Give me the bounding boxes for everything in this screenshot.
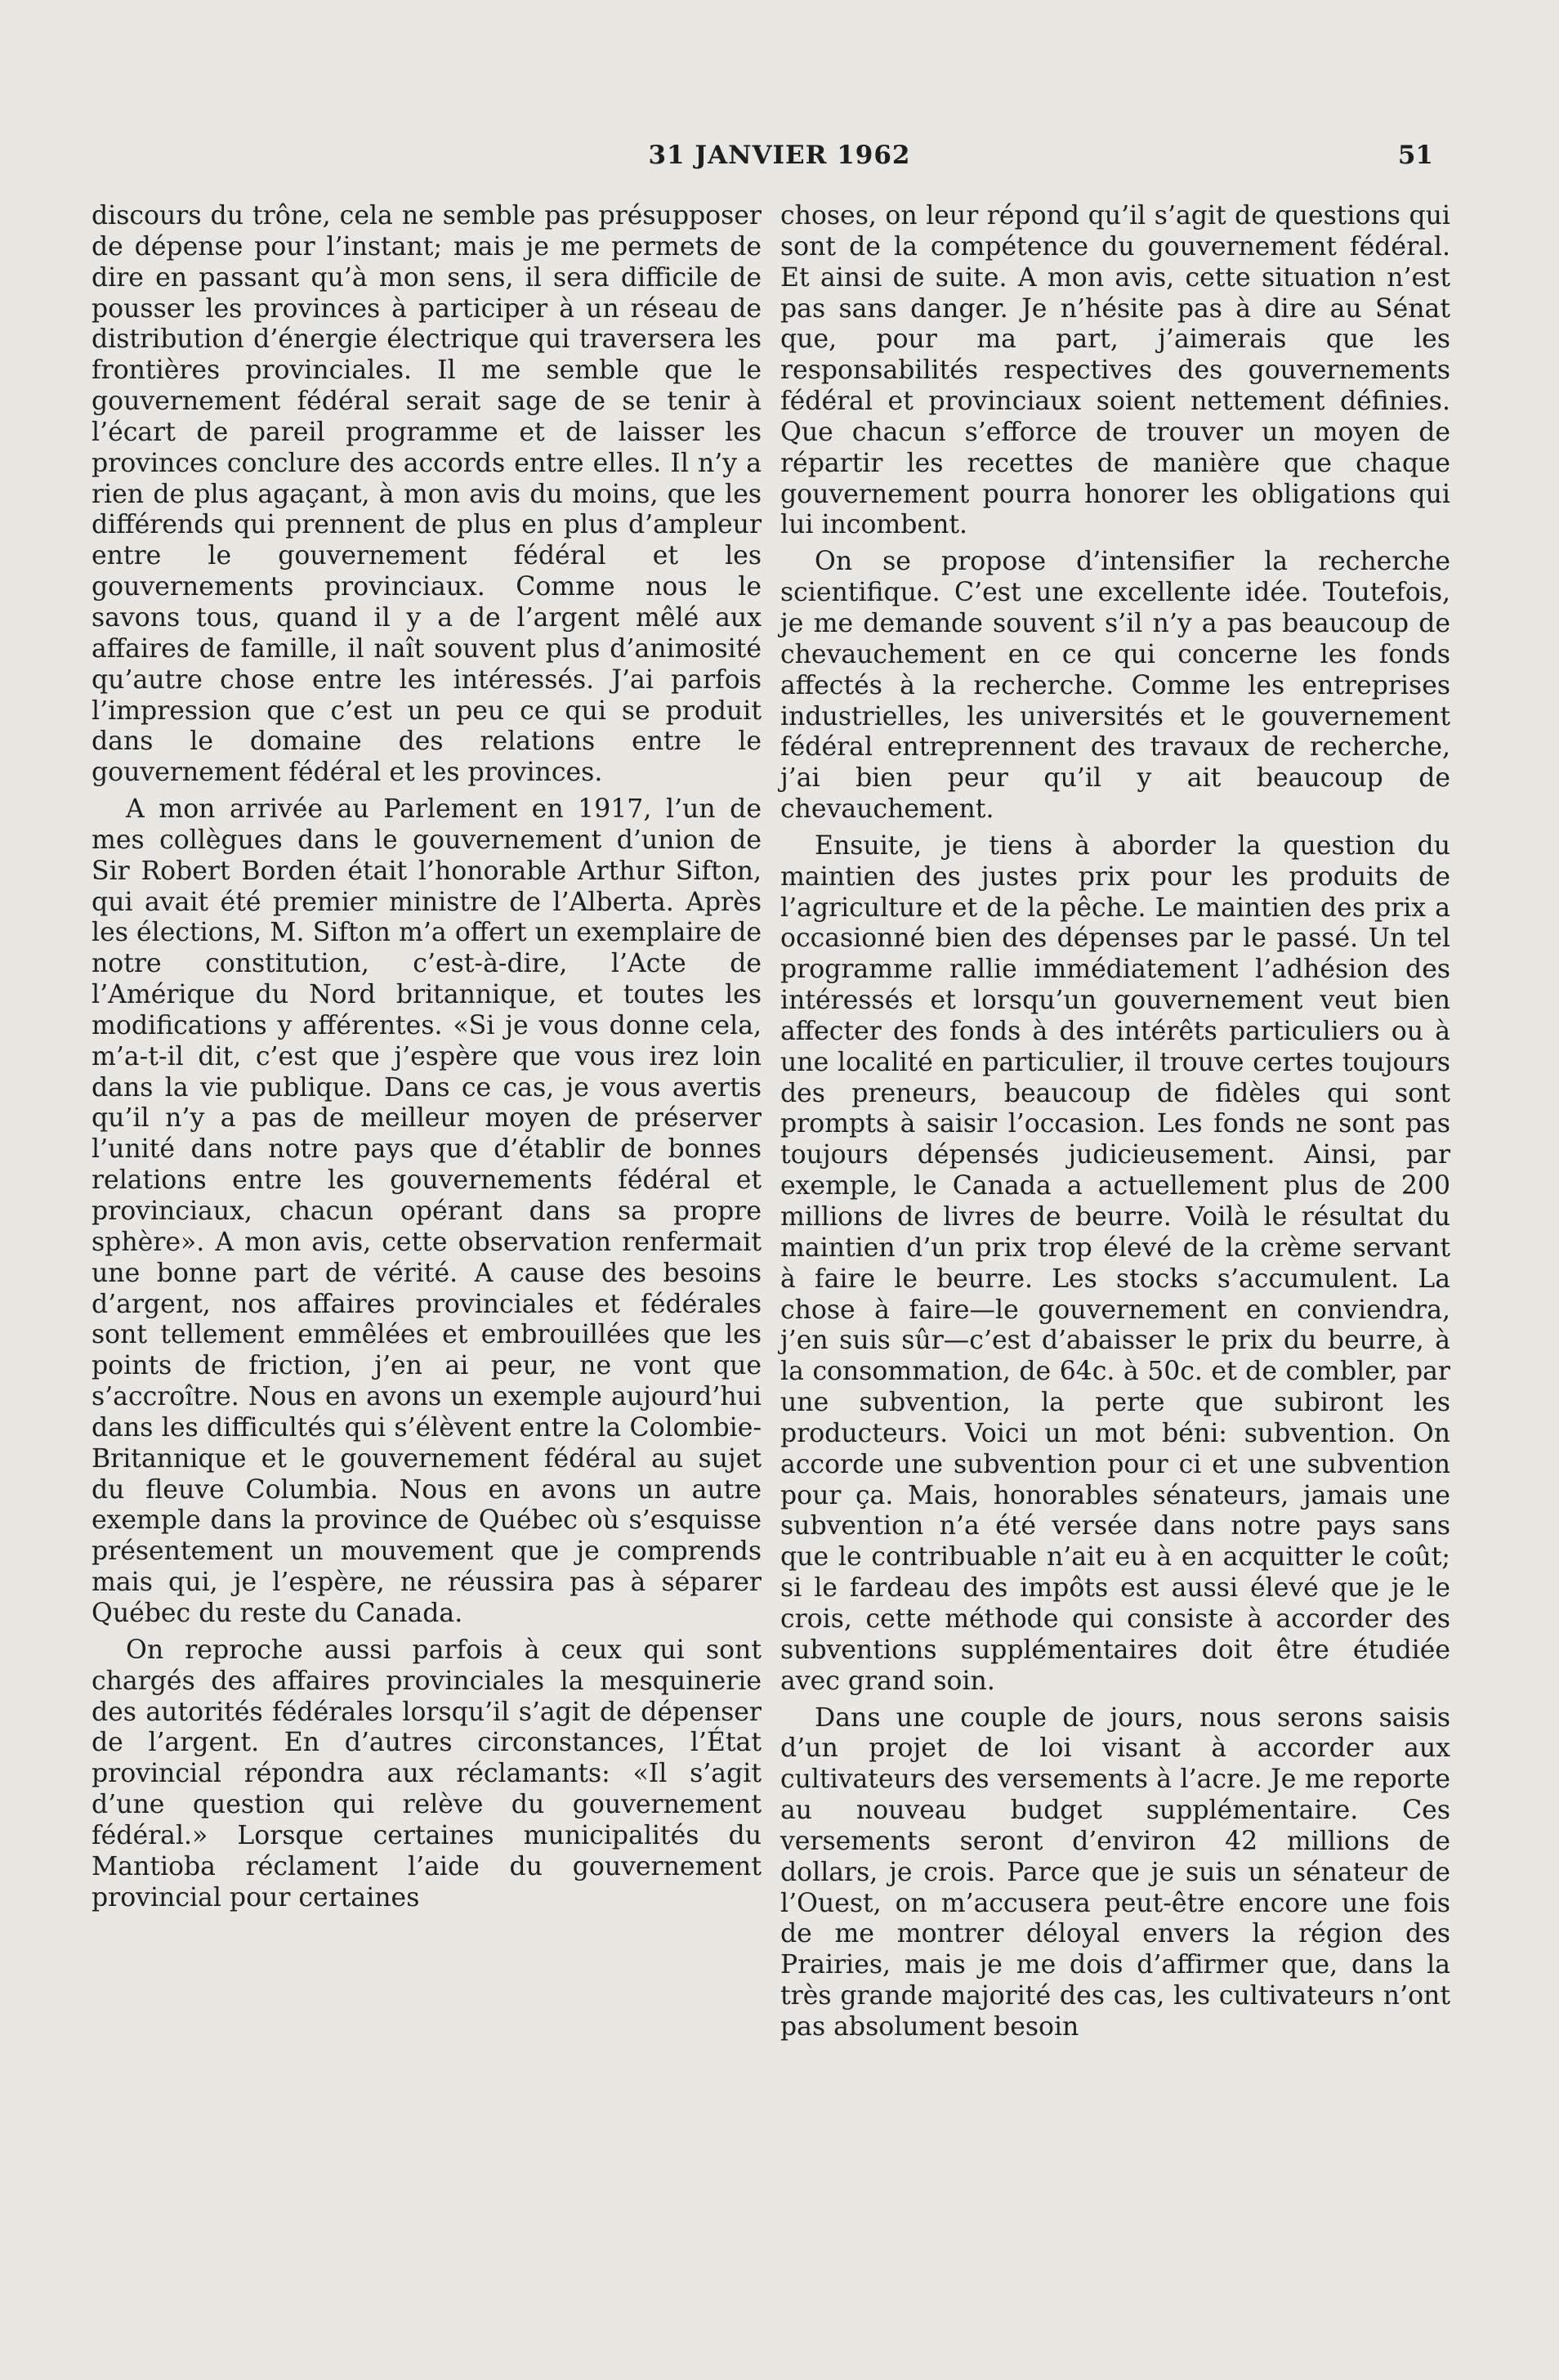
- paragraph: A mon arrivée au Parlement en 1917, l’un de mes collègues dans le gouvernement d’union de Sir Robert Borden était l’honorable Arthur Sifton, qui avait été premier ministre de l’Alberta. Après les élections, M. Sifton m’a offert un exemplaire de notre constitution, c’est-à-dire, l’Acte de l’Amérique du Nord britannique, et toutes les modifications y afférentes. «Si je vous donne cela, m’a-t-il dit, c’est que j’espère que vous irez loin dans la vie publique. Dans ce cas, je vous avertis qu’il n’y a pas de meilleur moyen de préserver l’unité dans notre pays que d’établir de bonnes relations entre les gouvernements fédéral et provinciaux, chacun opérant dans sa propre sphère». A mon avis, cette observation renfermait une bonne part de vérité. A cause des besoins d’argent, nos affaires provinciales et fédérales sont tellement emmêlées et embrouillées que les points de friction, j’en ai peur, ne vont que s’accroître. Nous en avons un exemple aujourd’hui dans les difficultés qui s’élèvent entre la Colombie-Britannique et le gouvernement fédéral au sujet du fleuve Columbia. Nous en avons un autre exemple dans la province de Québec où s’esquisse présentement un mouvement que je comprends mais qui, je l’espère, ne réussira pas à séparer Québec du reste du Canada.: [92, 794, 762, 1628]
- page-header: [0, 137, 1559, 178]
- header-date: 31 JANVIER 1962: [648, 141, 911, 170]
- paragraph: On se propose d’intensifier la recherche scientifique. C’est une excellente idée. Toutefois, je me demande souvent s’il n’y a pas beaucoup de chevauchement en ce qui concerne les fonds affectés à la recherche. Comme les entreprises industrielles, les universités et le gouvernement fédéral entreprennent des travaux de recherche, j’ai bien peur qu’il y ait beaucoup de chevauchement.: [780, 547, 1450, 825]
- paragraph: choses, on leur répond qu’il s’agit de questions qui sont de la compétence du gouvernement fédéral. Et ainsi de suite. A mon avis, cette situation n’est pas sans danger. Je n’hésite pas à dire au Sénat que, pour ma part, j’aimerais que les responsabilités respectives des gouvernements fédéral et provinciaux soient nettement définies. Que chacun s’efforce de trouver un moyen de répartir les recettes de manière que chaque gouvernement pourra honorer les obligations qui lui incombent.: [780, 201, 1450, 540]
- page-number: 51: [1397, 141, 1433, 170]
- right-column: [780, 201, 1450, 2043]
- paragraph: Dans une couple de jours, nous serons saisis d’un projet de loi visant à accorder aux cultivateurs des versements à l’acre. Je me reporte au nouveau budget supplémentaire. Ces versements seront d’environ 42 millions de dollars, je crois. Parce que je suis un sénateur de l’Ouest, on m’accusera peut-être encore une fois de me montrer déloyal envers la région des Prairies, mais je me dois d’affirmer que, dans la très grande majorité des cas, les cultivateurs n’ont pas absolument besoin: [780, 1702, 1450, 2042]
- left-column: [92, 201, 762, 1913]
- paragraph: Ensuite, je tiens à aborder la question du maintien des justes prix pour les produits de l’agriculture et de la pêche. Le maintien des prix a occasionné bien des dépenses par le passé. Un tel programme rallie immédiatement l’adhésion des intéressés et lorsqu’un gouvernement veut bien affecter des fonds à des intérêts particuliers ou à une localité en particulier, il trouve certes toujours des preneurs, beaucoup de fidèles qui sont prompts à saisir l’occasion. Les fonds ne sont pas toujours dépensés judicieusement. Ainsi, par exemple, le Canada a actuellement plus de 200 millions de livres de beurre. Voilà le résultat du maintien d’un prix trop élevé de la crème servant à faire le beurre. Les stocks s’accumulent. La chose à faire—le gouvernement en conviendra, j’en suis sûr—c’est d’abaisser le prix du beurre, à la consommation, de 64c. à 50c. et de combler, par une subvention, la perte que subiront les producteurs. Voici un mot béni: subvention. On accorde une subvention pour ci et une subvention pour ça. Mais, honorables sénateurs, jamais une subvention n’a été versée dans notre pays sans que le contribuable n’ait eu à en acquitter le coût; si le fardeau des impôts est aussi élevé que je le crois, cette méthode qui consiste à accorder des subventions supplémentaires doit être étudiée avec grand soin.: [780, 830, 1450, 1696]
- paragraph: On reproche aussi parfois à ceux qui sont chargés des affaires provinciales la mesquinerie des autorités fédérales lorsqu’il s’agit de dépenser de l’argent. En d’autres circonstances, l’État provincial répondra aux réclamants: «Il s’agit d’une question qui relève du gouvernement fédéral.» Lorsque certaines municipalités du Mantioba réclament l’aide du gouvernement provincial pour certaines: [92, 1635, 762, 1912]
- paragraph: discours du trône, cela ne semble pas présupposer de dépense pour l’instant; mais je me permets de dire en passant qu’à mon sens, il sera difficile de pousser les provinces à participer à un réseau de distribution d’énergie électrique qui traversera les frontières provinciales. Il me semble que le gouvernement fédéral serait sage de se tenir à l’écart de pareil programme et de laisser les provinces conclure des accords entre elles. Il n’y a rien de plus agaçant, à mon avis du moins, que les différends qui prennent de plus en plus d’ampleur entre le gouvernement fédéral et les gouvernements provinciaux. Comme nous le savons tous, quand il y a de l’argent mêlé aux affaires de famille, il naît souvent plus d’animosité qu’autre chose entre les intéressés. J’ai parfois l’impression que c’est un peu ce qui se produit dans le domaine des relations entre le gouvernement fédéral et les provinces.: [92, 201, 762, 788]
